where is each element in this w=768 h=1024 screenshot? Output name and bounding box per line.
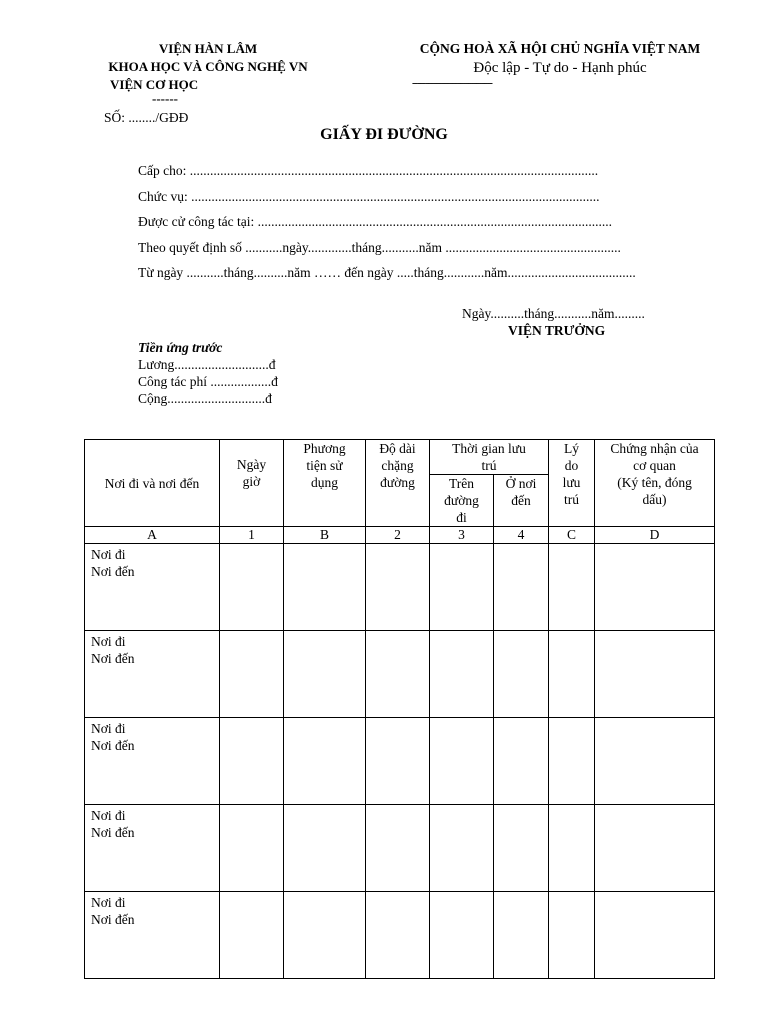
header-on-road: Trên đường đi	[430, 475, 494, 527]
certification-cell[interactable]	[595, 544, 715, 631]
certification-cell[interactable]	[595, 718, 715, 805]
header-reason: Lý do lưu trú	[549, 440, 595, 527]
datetime-cell[interactable]	[220, 544, 284, 631]
org-line-3: VIỆN CƠ HỌC	[110, 77, 199, 92]
table-row	[85, 544, 715, 631]
index-cell: B	[284, 527, 366, 544]
certification-cell[interactable]	[595, 892, 715, 979]
table-header-row	[85, 440, 715, 475]
header-place: Nơi đi và nơi đến	[85, 440, 220, 527]
place-cell[interactable]	[85, 718, 220, 805]
table-row	[85, 805, 715, 892]
field-date-range: Từ ngày ...........tháng..........năm …… đến ngày .....tháng............năm......................................	[138, 265, 636, 280]
index-cell: 1	[220, 527, 284, 544]
place-to: Nơi đến	[91, 738, 135, 753]
header-distance: Độ dài chặng đường	[366, 440, 430, 527]
nation-name: CỘNG HOÀ XÃ HỘI CHỦ NGHĨA VIỆT NAM	[419, 41, 701, 56]
table-row	[85, 892, 715, 979]
header-certification	[595, 440, 715, 527]
certification-cell[interactable]	[595, 631, 715, 718]
place-cell[interactable]	[85, 805, 220, 892]
on-road-cell[interactable]	[430, 544, 494, 631]
field-position: Chức vụ: .........................................................................................................................	[138, 189, 600, 204]
distance-cell[interactable]	[366, 805, 430, 892]
field-issued-to: Cấp cho: .........................................................................................................................	[138, 163, 599, 178]
at-destination-cell[interactable]	[494, 631, 549, 718]
place-from: Nơi đi	[91, 547, 126, 562]
advance-total: Cộng.............................đ	[138, 391, 272, 406]
at-destination-cell[interactable]	[494, 892, 549, 979]
table-row	[85, 631, 715, 718]
index-cell: C	[549, 527, 595, 544]
vehicle-cell[interactable]	[284, 544, 366, 631]
vehicle-cell[interactable]	[284, 631, 366, 718]
national-header	[396, 40, 724, 88]
on-road-cell[interactable]	[430, 631, 494, 718]
nation-motto: Độc lập - Tự do - Hạnh phúc	[473, 60, 647, 76]
document-title: GIẤY ĐI ĐƯỜNG	[320, 126, 448, 143]
index-cell: 4	[494, 527, 549, 544]
distance-cell[interactable]	[366, 892, 430, 979]
certification-label: Chứng nhận của cơ quan	[610, 441, 699, 473]
advance-salary: Lương............................đ	[138, 357, 276, 372]
place-cell[interactable]	[85, 892, 220, 979]
header-vehicle: Phương tiện sử dụng	[284, 440, 366, 527]
place-from: Nơi đi	[91, 895, 126, 910]
advance-heading: Tiền ứng trước	[138, 340, 223, 355]
distance-cell[interactable]	[366, 544, 430, 631]
reason-cell[interactable]	[549, 544, 595, 631]
vehicle-cell[interactable]	[284, 892, 366, 979]
place-cell[interactable]	[85, 631, 220, 718]
nation-separator: ------------------------------	[412, 77, 492, 89]
organization-header	[88, 40, 328, 104]
advance-travel-fee: Công tác phí ..................đ	[138, 374, 278, 389]
index-cell: A	[85, 527, 220, 544]
header-at-destination: Ở nơi đến	[494, 475, 549, 527]
signature-date: Ngày..........tháng...........năm.........	[462, 306, 645, 321]
org-separator: ------	[152, 91, 178, 106]
datetime-cell[interactable]	[220, 631, 284, 718]
datetime-cell[interactable]	[220, 805, 284, 892]
org-line-2: KHOA HỌC VÀ CÔNG NGHỆ VN	[108, 59, 308, 74]
index-cell: 3	[430, 527, 494, 544]
travel-log-table	[84, 439, 715, 979]
org-line-1: VIỆN HÀN LÂM	[158, 41, 258, 56]
vehicle-cell[interactable]	[284, 718, 366, 805]
table-index-row	[85, 527, 715, 544]
place-from: Nơi đi	[91, 808, 126, 823]
place-from: Nơi đi	[91, 721, 126, 736]
reason-cell[interactable]	[549, 718, 595, 805]
at-destination-cell[interactable]	[494, 544, 549, 631]
on-road-cell[interactable]	[430, 892, 494, 979]
certification-cell[interactable]	[595, 805, 715, 892]
index-cell: D	[595, 527, 715, 544]
at-destination-cell[interactable]	[494, 805, 549, 892]
header-datetime: Ngày giờ	[220, 440, 284, 527]
header-stay-time: Thời gian lưu trú	[430, 440, 549, 475]
signature-title: VIỆN TRƯỞNG	[508, 323, 606, 338]
at-destination-cell[interactable]	[494, 718, 549, 805]
field-assigned-to: Được cử công tác tại: .........................................................................................................	[138, 214, 612, 229]
datetime-cell[interactable]	[220, 718, 284, 805]
place-to: Nơi đến	[91, 825, 135, 840]
index-cell: 2	[366, 527, 430, 544]
place-to: Nơi đến	[91, 651, 135, 666]
field-decision: Theo quyết định số ...........ngày.............tháng...........năm ....................................................	[138, 240, 621, 255]
advance-payment	[138, 339, 278, 407]
vehicle-cell[interactable]	[284, 805, 366, 892]
place-cell[interactable]	[85, 544, 220, 631]
place-from: Nơi đi	[91, 634, 126, 649]
distance-cell[interactable]	[366, 631, 430, 718]
on-road-cell[interactable]	[430, 805, 494, 892]
place-to: Nơi đến	[91, 912, 135, 927]
distance-cell[interactable]	[366, 718, 430, 805]
place-to: Nơi đến	[91, 564, 135, 579]
reason-cell[interactable]	[549, 805, 595, 892]
certification-note: (Ký tên, đóng dấu)	[617, 475, 692, 507]
datetime-cell[interactable]	[220, 892, 284, 979]
on-road-cell[interactable]	[430, 718, 494, 805]
reason-cell[interactable]	[549, 631, 595, 718]
table-row	[85, 718, 715, 805]
reason-cell[interactable]	[549, 892, 595, 979]
document-number: SỐ: ......../GĐĐ	[104, 110, 189, 125]
